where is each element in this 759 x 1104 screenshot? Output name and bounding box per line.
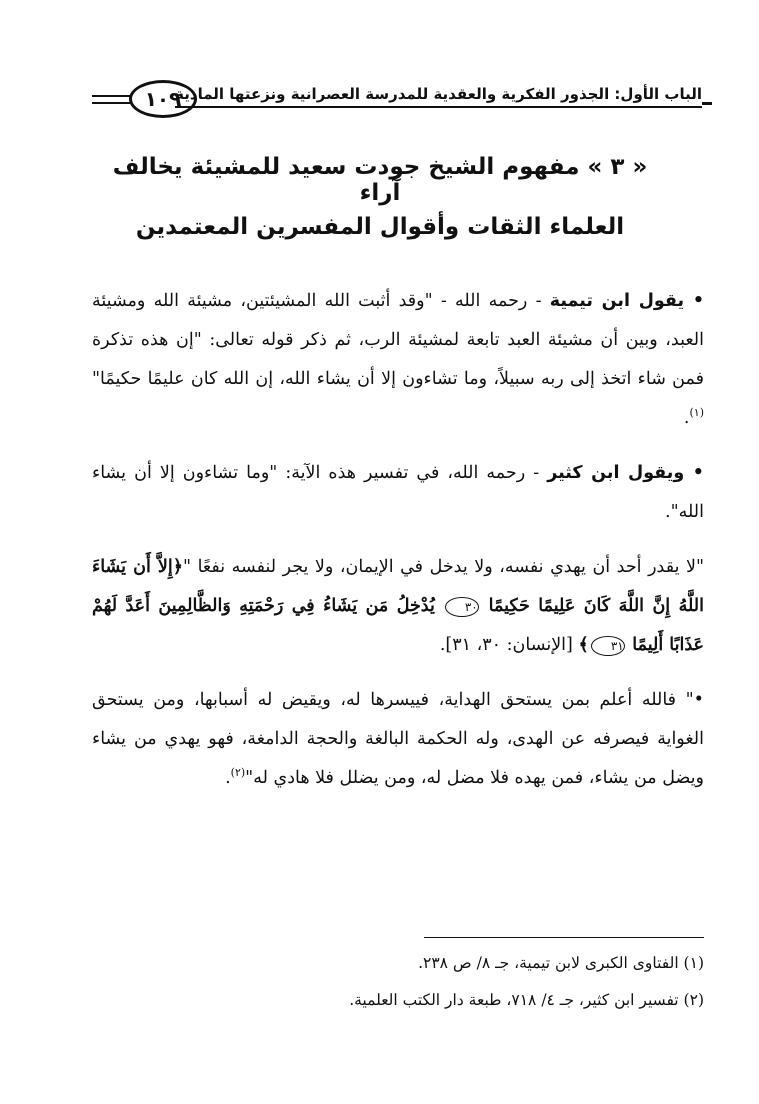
punctuation: . — [683, 408, 690, 428]
paragraph-ibn-kathir — [92, 454, 704, 532]
quran-verse: ﴿إِلاَّ أَن يَشَاءَ اللَّهُ إِنَّ اللَّهَ كَانَ عَلِيمًا حَكِيمًا — [92, 557, 704, 616]
paragraph-tafsir-quote — [92, 548, 704, 665]
quran-bracket: ﴾ — [578, 635, 589, 655]
body-text — [92, 282, 704, 814]
quote-text: "لا يقدر أحد أن يهدي نفسه، ولا يدخل في الإيمان، ولا يجر لنفسه نفعًا " — [182, 557, 704, 577]
section-heading-line-2: العلماء الثقات وأقوال المفسرين المعتمدين — [135, 214, 625, 240]
speaker-label: • يقول ابن تيمية — [549, 291, 705, 311]
footnotes — [92, 945, 704, 1019]
section-heading-line-1: « ٣ » مفهوم الشيخ جودت سعيد للمشيئة يخالف آراء — [112, 154, 648, 206]
punctuation: . — [225, 768, 231, 788]
quote-text: •" فالله أعلم بمن يستحق الهداية، فييسرها له، ويقيض له أسبابها، ومن يستحق الغواية فيصرفه عن الهدى، وله الحكمة البالغة والحجة الدامغة، فهو يهدي من يشاء ويضل من يشاء، فمن يهده فلا مضل له، ومن يضلل فلا هادي له" — [92, 690, 704, 788]
paragraph-ibn-taymiyyah — [92, 282, 704, 438]
header-rule — [92, 102, 130, 104]
quran-verse: يُدْخِلُ مَن يَشَاءُ فِي رَحْمَتِهِ وَالظَّالِمِينَ أَعَدَّ لَهُمْ عَذَابًا أَلِيمًا — [92, 596, 704, 655]
ayah-number-marker: ٣١ — [591, 636, 625, 656]
footnote-1: (١) الفتاوى الكبرى لابن تيمية، جـ ٨/ ص ٢٣٨. — [418, 954, 704, 972]
paragraph-guidance — [92, 681, 704, 798]
page-number: ١٠٩ — [129, 80, 197, 118]
quote-text: - رحمه الله، في تفسير هذه الآية: "وما تشاءون إلا أن يشاء الله". — [92, 463, 704, 522]
header-rule — [92, 95, 130, 97]
footnote-divider — [424, 937, 704, 938]
quote-text: - رحمه الله - "وقد أثبت الله المشيئتين، مشيئة الله ومشيئة العبد، وبين أن مشيئة العبد تابعة لمشيئة الرب، ثم ذكر قوله تعالى: "إن هذه تذكرة فمن شاء اتخذ إلى ربه سبيلاً، وما تشاءون إلا أن يشاء الله، إن الله كان عليمًا حكيمًا" — [92, 291, 704, 389]
speaker-label: • ويقول ابن كثير — [547, 463, 704, 483]
running-header — [92, 82, 712, 122]
header-rule — [702, 102, 712, 105]
footnote-ref: (٢) — [230, 766, 246, 780]
footnote-2: (٢) تفسير ابن كثير، جـ ٤/ ٧١٨، طبعة دار الكتب العلمية. — [349, 991, 704, 1009]
chapter-title: الباب الأول: الجذور الفكرية والعقدية للمدرسة العصرانية ونزعتها المادية — [175, 85, 702, 103]
footnote-ref: (١) — [689, 406, 704, 420]
surah-reference: [الإنسان: ٣٠، ٣١]. — [439, 635, 579, 655]
ayah-number-marker: ٣٠ — [445, 597, 479, 617]
